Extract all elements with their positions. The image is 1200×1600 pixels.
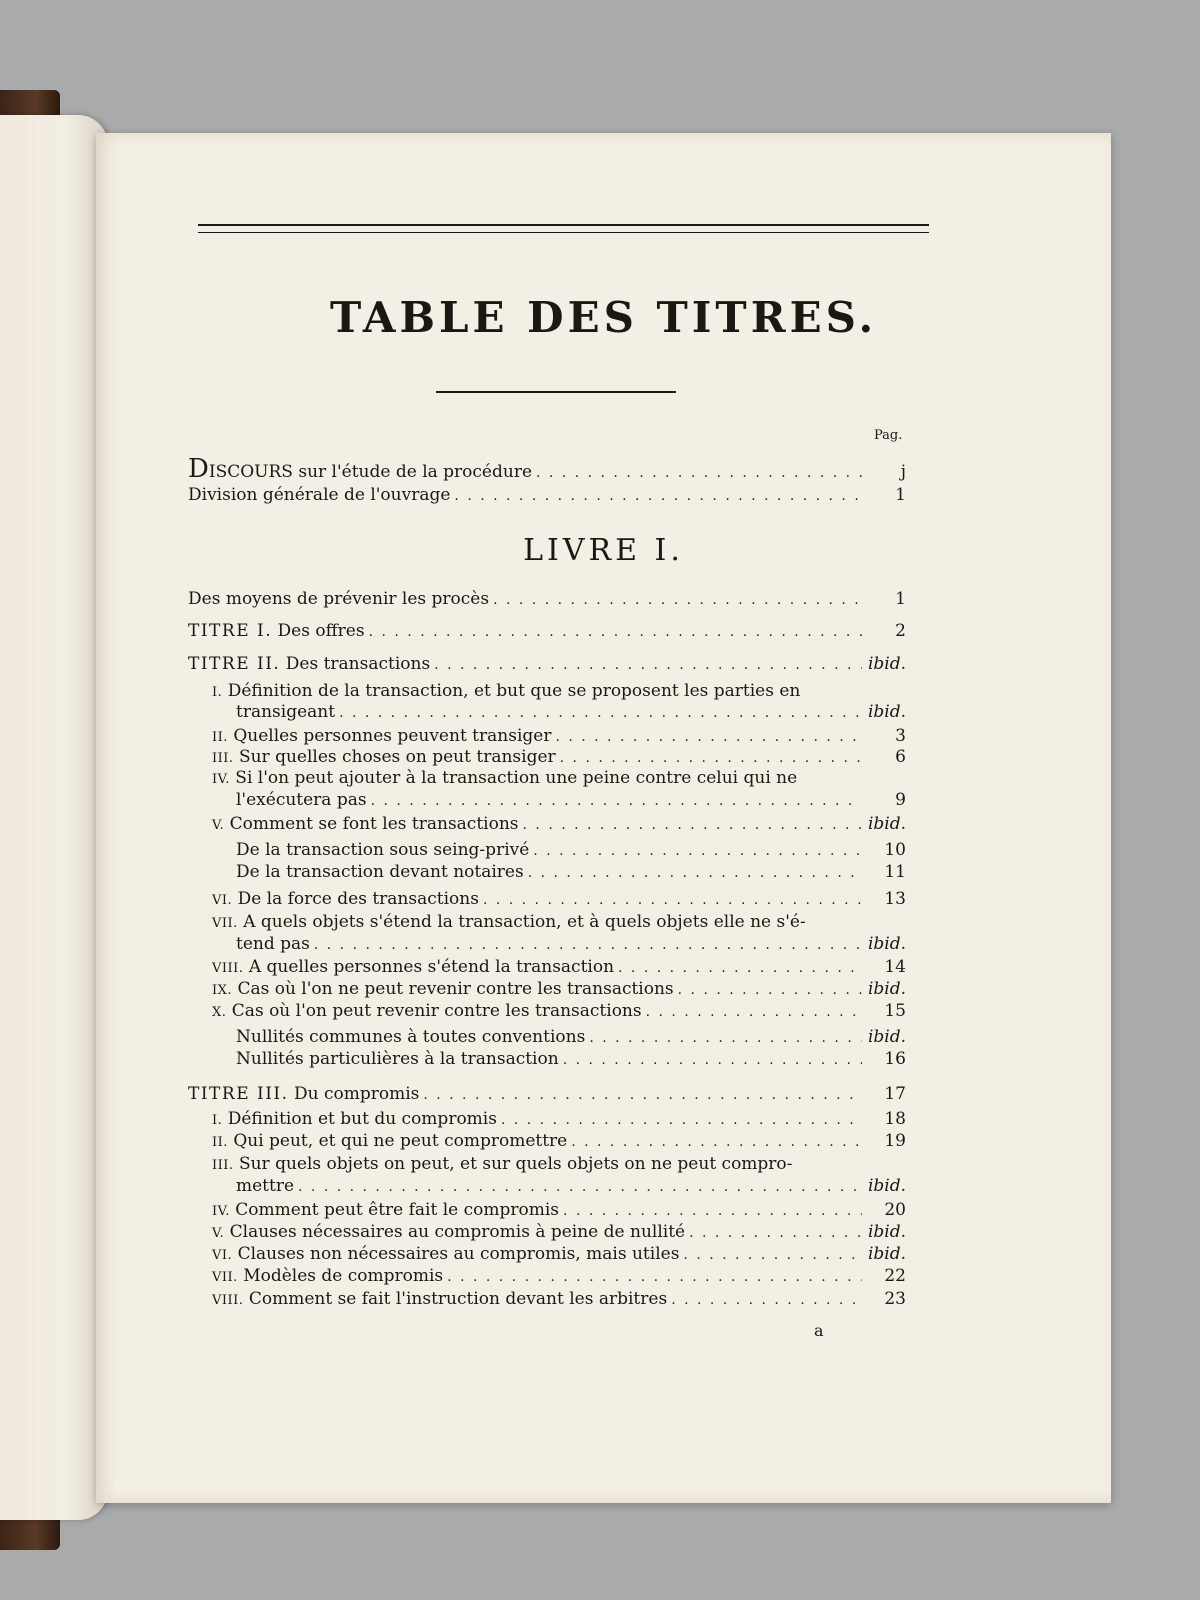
entry-label-wrap [188,588,489,610]
entry-label: Nullités particulières à la transaction [236,1049,559,1069]
toc-entry [212,1153,906,1177]
leader-dots [683,1244,862,1266]
leader-dots [563,1049,862,1071]
leader-dots [339,702,862,724]
entry-label: Quelles personnes peuvent transiger [233,726,552,746]
entry-page: 11 [884,862,906,882]
toc-entry [236,701,906,724]
toc-entry [212,767,906,791]
entry-page: ibid. [867,1244,906,1264]
entry-label: Qui peut, et qui ne peut compromettre [233,1131,568,1151]
toc-entry-division [188,484,906,507]
entry-page: 10 [884,840,906,860]
entry-label-wrap [188,1083,419,1105]
leader-dots [493,589,862,611]
entry-label-wrap [212,978,674,1002]
entry-label: l'exécutera pas [236,790,367,810]
entry-page: 9 [895,790,906,810]
entry-label-wrap [212,1265,443,1289]
entry-label: De la force des transactions [237,889,479,909]
entry-number: VI. [212,893,233,908]
entry-label-wrap [188,653,430,675]
leader-dots [589,1027,862,1049]
entry-page: 13 [884,889,906,909]
entry-label-wrap [212,1130,567,1154]
toc-entry [236,789,906,812]
entry-label-wrap [212,681,800,701]
entry-number: VI. [212,1248,233,1263]
leader-dots [528,862,862,884]
leader-dots [618,957,862,979]
entry-number: I. [212,1113,223,1128]
entry-label: Si l'on peut ajouter à la transaction une peine contre celui qui ne [235,768,798,788]
leader-dots [483,889,862,911]
toc-entry [236,861,906,884]
titre-label: TITRE III. [188,1084,289,1104]
entry-label-wrap [212,1154,792,1174]
entry-label-wrap [212,1288,667,1312]
toc-entry [212,1000,906,1024]
toc-entry [236,933,906,956]
entry-number: IX. [212,983,233,998]
entry-page: 17 [884,1084,906,1104]
entry-label: Des transactions [285,654,431,674]
pag-label: Pag. [874,428,903,443]
entry-number: VIII. [212,1293,244,1308]
page-title: TABLE DES TITRES. [329,293,878,342]
leader-dots [371,790,862,812]
entry-page: 1 [895,589,906,609]
leader-dots [571,1131,862,1153]
entry-page: 1 [895,485,906,505]
leader-dots [689,1222,862,1244]
entry-page: 23 [884,1289,906,1309]
entry-label: A quels objets s'étend la transaction, et à quels objets elle ne s'é- [243,912,806,932]
entry-number: VII. [212,1270,238,1285]
entry-label: Du compromis [293,1084,420,1104]
entry-label: Clauses non nécessaires au compromis, mais utiles [237,1244,680,1264]
title-rule [436,391,676,393]
entry-label: ISCOURS sur l'étude de la procédure [208,462,533,482]
entry-label-wrap [212,912,806,932]
toc-entry [236,839,906,862]
leader-dots [454,485,862,507]
entry-label: Division générale de l'ouvrage [188,485,451,505]
entry-number: IV. [212,772,230,787]
toc-entry [212,1221,906,1245]
entry-label-wrap [188,620,365,642]
entry-number: I. [212,685,223,700]
titre-label: TITRE II. [188,654,281,674]
entry-page: j [900,462,906,482]
entry-label: tend pas [236,934,310,954]
toc-entry [212,1265,906,1289]
toc-entry [188,588,906,611]
entry-label-wrap [212,1221,685,1245]
entry-label: Des offres [277,621,365,641]
entry-label-wrap [212,1108,497,1132]
leader-dots [447,1266,862,1288]
entry-label-wrap [236,839,529,861]
livre-heading: LIVRE I. [523,533,684,568]
entry-number: III. [212,751,234,766]
entry-label-wrap [236,933,310,955]
entry-number: III. [212,1158,234,1173]
leader-dots [314,934,862,956]
entry-label-wrap [236,1175,294,1197]
entry-page: 20 [884,1200,906,1220]
entry-label-wrap [212,813,519,837]
entry-label: Des moyens de prévenir les procès [188,589,490,609]
entry-label: Comment peut être fait le compromis [235,1200,560,1220]
toc-entry [212,911,906,935]
toc-entry [212,813,906,837]
entry-page: ibid. [867,934,906,954]
leader-dots [536,462,862,484]
leader-dots [678,979,862,1001]
entry-page: ibid. [867,1222,906,1242]
entry-page: 15 [884,1001,906,1021]
leader-dots [533,840,862,862]
entry-number: V. [212,1226,225,1241]
entry-label-wrap [236,1048,559,1070]
toc-entry [236,1026,906,1049]
toc-entry [188,620,906,643]
toc-entry [212,1243,906,1267]
entry-label-wrap [236,861,524,883]
toc-entry [236,1048,906,1071]
entry-label: De la transaction sous seing-privé [236,840,530,860]
toc-entry [188,1083,906,1106]
entry-label: Définition de la transaction, et but que se proposent les parties en [227,681,801,701]
toc-entry-discours [188,454,906,484]
entry-label: Sur quelles choses on peut transiger [238,747,556,767]
titre-label: TITRE I. [188,621,273,641]
entry-label: Cas où l'on ne peut revenir contre les transactions [237,979,674,999]
toc-entry [188,653,906,676]
entry-page: 18 [884,1109,906,1129]
entry-number: IV. [212,1204,230,1219]
entry-label: mettre [236,1176,295,1196]
entry-label-wrap [212,956,614,980]
entry-page: ibid. [867,814,906,834]
toc-entry [212,1130,906,1154]
toc-entry [212,978,906,1002]
entry-label: Clauses nécessaires au compromis à peine de nullité [229,1222,686,1242]
entry-label: Sur quels objets on peut, et sur quels objets on ne peut compro- [238,1154,793,1174]
entry-label-wrap [236,1026,585,1048]
entry-page: ibid. [867,979,906,999]
entry-page: 3 [895,726,906,746]
entry-label-wrap [212,1199,559,1223]
entry-page: ibid. [867,702,906,722]
entry-page: ibid. [867,1027,906,1047]
entry-label: Cas où l'on peut revenir contre les transactions [231,1001,642,1021]
toc-entry [212,1288,906,1312]
entry-label-wrap [212,888,479,912]
entry-page: ibid. [867,654,906,674]
entry-label: transigeant [236,702,336,722]
entry-page: 2 [895,621,906,641]
leader-dots [501,1109,862,1131]
entry-page: 14 [884,957,906,977]
entry-number: X. [212,1005,227,1020]
leader-dots [369,621,862,643]
entry-label: Comment se fait l'instruction devant les arbitres [248,1289,668,1309]
entry-label: De la transaction devant notaires [236,862,524,882]
entry-label-wrap [236,789,367,811]
toc-entry [236,1175,906,1198]
top-double-rule [198,224,929,233]
leader-dots [434,654,862,676]
entry-label-wrap [212,1243,679,1267]
entry-label: Comment se font les transactions [229,814,519,834]
entry-number: VII. [212,916,238,931]
entry-page: 16 [884,1049,906,1069]
toc-entry [212,1108,906,1132]
entry-page: ibid. [867,1176,906,1196]
dropcap: D [188,454,209,484]
entry-label: A quelles personnes s'étend la transaction [248,957,615,977]
toc-entry [212,956,906,980]
entry-label: Définition et but du compromis [227,1109,497,1129]
entry-page: 22 [884,1266,906,1286]
leader-dots [523,814,862,836]
leader-dots [555,726,862,748]
entry-number: II. [212,1135,228,1150]
entry-label-wrap [212,1000,642,1024]
leader-dots [423,1084,862,1106]
entry-number: VIII. [212,961,244,976]
entry-number: V. [212,818,225,833]
entry-label-wrap [212,768,797,788]
leader-dots [560,747,862,769]
book-page [96,133,1111,1503]
left-page-edge [0,115,108,1520]
entry-number: II. [212,730,228,745]
entry-label: Modèles de compromis [243,1266,444,1286]
entry-page: 6 [895,747,906,767]
leader-dots [298,1176,862,1198]
signature-mark: a [814,1321,824,1340]
toc-entry [212,1199,906,1223]
entry-page: 19 [884,1131,906,1151]
leader-dots [563,1200,862,1222]
leader-dots [646,1001,862,1023]
toc-entry [212,888,906,912]
leader-dots [671,1289,862,1311]
entry-label: Nullités communes à toutes conventions [236,1027,586,1047]
entry-label-wrap [236,701,335,723]
